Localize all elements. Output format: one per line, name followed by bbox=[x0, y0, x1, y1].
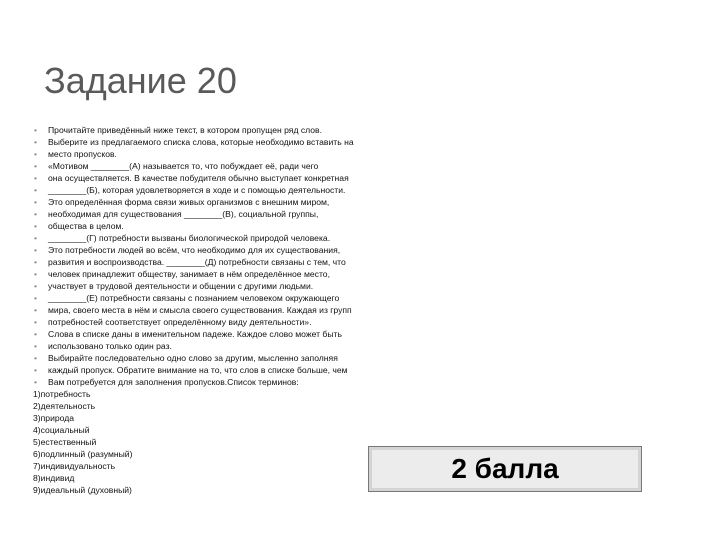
task-line-text: мира, своего места в нём и смысла своего существования. Каждая из групп bbox=[48, 305, 352, 315]
task-line-text: Это определённая форма связи живых организмов с внешним миром, bbox=[48, 197, 330, 207]
task-line-text: потребностей соответствует определённому виду деятельности». bbox=[48, 317, 312, 327]
task-line bbox=[30, 232, 420, 244]
slide-title: Задание 20 bbox=[44, 60, 237, 101]
task-line bbox=[30, 160, 420, 172]
bullet-icon: • bbox=[34, 161, 38, 171]
task-line bbox=[30, 376, 420, 388]
term-item: 4)социальный bbox=[33, 425, 90, 435]
task-line-text: Прочитайте приведённый ниже текст, в котором пропущен ряд слов. bbox=[48, 125, 322, 135]
term-item: 8)индивид bbox=[33, 473, 75, 483]
task-line bbox=[30, 328, 420, 340]
task-line-text: участвует в трудовой деятельности и общении с другими людьми. bbox=[48, 281, 314, 291]
task-line-text: Слова в списке даны в именительном падеже. Каждое слово может быть bbox=[48, 329, 342, 339]
task-line-text: место пропусков. bbox=[48, 149, 117, 159]
bullet-icon: • bbox=[34, 341, 38, 351]
terms-list bbox=[33, 388, 293, 496]
task-line bbox=[30, 304, 420, 316]
bullet-icon: • bbox=[34, 317, 38, 327]
task-line bbox=[30, 268, 420, 280]
task-line bbox=[30, 196, 420, 208]
bullet-icon: • bbox=[34, 245, 38, 255]
bullet-icon: • bbox=[34, 365, 38, 375]
bullet-icon: • bbox=[34, 257, 38, 267]
task-line-text: развития и воспроизводства. ________(Д) потребности связаны с тем, что bbox=[48, 257, 346, 267]
bullet-icon: • bbox=[34, 221, 38, 231]
task-line bbox=[30, 316, 420, 328]
task-line bbox=[30, 136, 420, 148]
term-item: 9)идеальный (духовный) bbox=[33, 485, 132, 495]
task-line bbox=[30, 220, 420, 232]
bullet-icon: • bbox=[34, 305, 38, 315]
task-line bbox=[30, 280, 420, 292]
term-item: 1)потребность bbox=[33, 389, 91, 399]
task-text bbox=[30, 124, 420, 388]
task-line bbox=[30, 340, 420, 352]
task-line bbox=[30, 352, 420, 364]
task-line-text: общества в целом. bbox=[48, 221, 124, 231]
bullet-icon: • bbox=[34, 185, 38, 195]
bullet-icon: • bbox=[34, 353, 38, 363]
task-line-text: Выбирайте последовательно одно слово за другим, мысленно заполняя bbox=[48, 353, 338, 363]
task-line bbox=[30, 124, 420, 136]
task-line bbox=[30, 208, 420, 220]
task-line-text: необходимая для существования ________(В), социальной группы, bbox=[48, 209, 319, 219]
task-line-text: «Мотивом ________(А) называется то, что побуждает её, ради чего bbox=[48, 161, 319, 171]
task-line bbox=[30, 184, 420, 196]
bullet-icon: • bbox=[34, 269, 38, 279]
bullet-icon: • bbox=[34, 209, 38, 219]
task-line-text: каждый пропуск. Обратите внимание на то, что слов в списке больше, чем bbox=[48, 365, 348, 375]
task-line-text: использовано только один раз. bbox=[48, 341, 172, 351]
bullet-icon: • bbox=[34, 377, 38, 387]
task-line-text: ________(Г) потребности вызваны биологической природой человека. bbox=[48, 233, 331, 243]
task-line-text: ________(Е) потребности связаны с познанием человеком окружающего bbox=[48, 293, 340, 303]
term-item: 5)естественный bbox=[33, 437, 97, 447]
bullet-icon: • bbox=[34, 137, 38, 147]
task-line bbox=[30, 172, 420, 184]
bullet-icon: • bbox=[34, 197, 38, 207]
score-box bbox=[368, 446, 642, 492]
task-line bbox=[30, 148, 420, 160]
task-line bbox=[30, 256, 420, 268]
term-item: 2)деятельность bbox=[33, 401, 96, 411]
task-line-text: она осуществляется. В качестве побудителя обычно выступает конкретная bbox=[48, 173, 349, 183]
task-line-text: ________(Б), которая удовлетворяется в ходе и с помощью деятельности. bbox=[48, 185, 346, 195]
term-item: 6)подлинный (разумный) bbox=[33, 449, 133, 459]
bullet-icon: • bbox=[34, 149, 38, 159]
task-line-text: Выберите из предлагаемого списка слова, которые необходимо вставить на bbox=[48, 137, 354, 147]
task-line bbox=[30, 292, 420, 304]
term-item: 3)природа bbox=[33, 413, 75, 423]
task-line-text: Это потребности людей во всём, что необходимо для их существования, bbox=[48, 245, 341, 255]
bullet-icon: • bbox=[34, 125, 38, 135]
task-line-text: человек принадлежит обществу, занимает в нём определённое место, bbox=[48, 269, 330, 279]
task-line-text: Вам потребуется для заполнения пропусков.Список терминов: bbox=[48, 377, 299, 387]
term-item: 7)индивидуальность bbox=[33, 461, 116, 471]
bullet-icon: • bbox=[34, 293, 38, 303]
task-line bbox=[30, 244, 420, 256]
bullet-icon: • bbox=[34, 173, 38, 183]
task-line bbox=[30, 364, 420, 376]
bullet-icon: • bbox=[34, 281, 38, 291]
score-label: 2 балла bbox=[451, 453, 559, 484]
bullet-icon: • bbox=[34, 233, 38, 243]
bullet-icon: • bbox=[34, 329, 38, 339]
